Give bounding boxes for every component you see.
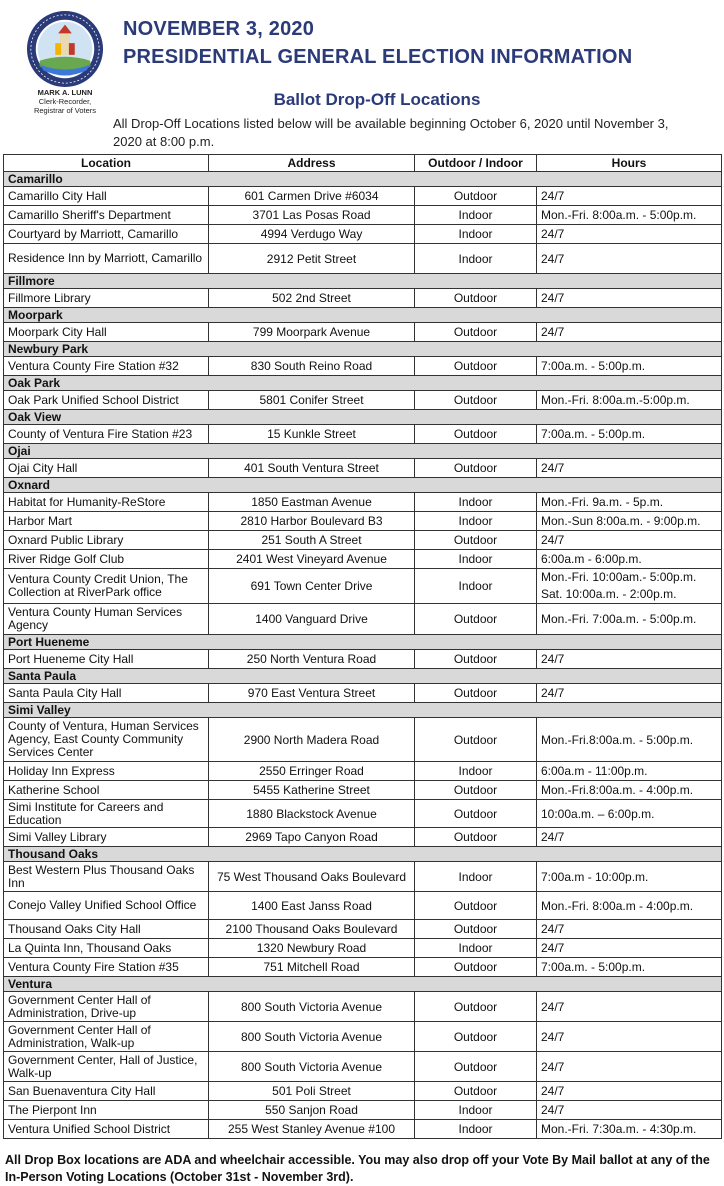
table-row (4, 718, 722, 762)
location-cell: Fillmore Library (4, 289, 209, 308)
type-cell: Indoor (415, 244, 537, 274)
table-row (4, 939, 722, 958)
location-cell: Moorpark City Hall (4, 323, 209, 342)
location-cell: Katherine School (4, 781, 209, 800)
type-cell: Outdoor (415, 781, 537, 800)
hours-cell: 24/7 (537, 1022, 722, 1052)
type-cell: Indoor (415, 206, 537, 225)
location-cell: Habitat for Humanity-ReStore (4, 493, 209, 512)
address-cell: 691 Town Center Drive (209, 569, 415, 604)
address-cell: 1400 Vanguard Drive (209, 604, 415, 635)
address-cell: 255 West Stanley Avenue #100 (209, 1120, 415, 1139)
address-cell: 751 Mitchell Road (209, 958, 415, 977)
hours-cell: 24/7 (537, 225, 722, 244)
page-title-date: NOVEMBER 3, 2020 (123, 18, 315, 40)
table-row (4, 920, 722, 939)
location-cell: Ventura County Fire Station #32 (4, 357, 209, 376)
location-cell: Camarillo Sheriff's Department (4, 206, 209, 225)
address-cell: 5455 Katherine Street (209, 781, 415, 800)
region-name: Ventura (4, 977, 722, 992)
table-row (4, 225, 722, 244)
address-cell: 550 Sanjon Road (209, 1101, 415, 1120)
type-cell: Outdoor (415, 187, 537, 206)
address-cell: 4994 Verdugo Way (209, 225, 415, 244)
address-cell: 2401 West Vineyard Avenue (209, 550, 415, 569)
address-cell: 1880 Blackstock Avenue (209, 800, 415, 828)
table-row (4, 391, 722, 410)
hours-cell: Mon.-Sun 8:00a.m. - 9:00p.m. (537, 512, 722, 531)
column-header-type: Outdoor / Indoor (415, 155, 537, 172)
type-cell: Outdoor (415, 828, 537, 847)
type-cell: Indoor (415, 1101, 537, 1120)
region-row (4, 977, 722, 992)
region-row (4, 342, 722, 357)
hours-cell: 6:00a.m - 11:00p.m. (537, 762, 722, 781)
type-cell: Outdoor (415, 1022, 537, 1052)
hours-cell: 24/7 (537, 992, 722, 1022)
hours-cell: 7:00a.m. - 5:00p.m. (537, 425, 722, 444)
address-cell: 5801 Conifer Street (209, 391, 415, 410)
hours-cell: 24/7 (537, 323, 722, 342)
location-cell: Holiday Inn Express (4, 762, 209, 781)
type-cell: Outdoor (415, 391, 537, 410)
type-cell: Outdoor (415, 1082, 537, 1101)
address-cell: 2912 Petit Street (209, 244, 415, 274)
hours-cell: 24/7 (537, 1101, 722, 1120)
footer-note: All Drop Box locations are ADA and wheelchair accessible. You may also drop off your Vote By Mail ballot at any of the In-Person Voting Locations (October 31st - November 3rd). (5, 1153, 710, 1184)
region-row (4, 635, 722, 650)
hours-cell: 24/7 (537, 1082, 722, 1101)
table-row (4, 1120, 722, 1139)
location-cell: Port Hueneme City Hall (4, 650, 209, 669)
address-cell: 2969 Tapo Canyon Road (209, 828, 415, 847)
region-row (4, 376, 722, 391)
table-row (4, 206, 722, 225)
hours-cell: 24/7 (537, 1052, 722, 1082)
table-row (4, 1082, 722, 1101)
location-cell: Ventura County Fire Station #35 (4, 958, 209, 977)
address-cell: 15 Kunkle Street (209, 425, 415, 444)
table-header-row (4, 155, 722, 172)
region-name: Newbury Park (4, 342, 722, 357)
hours-cell: 7:00a.m. - 5:00p.m. (537, 357, 722, 376)
official-name: MARK A. LUNN (37, 88, 93, 97)
hours-cell: 24/7 (537, 684, 722, 703)
hours-cell: Mon.-Fri. 8:00a.m.-5:00p.m. (537, 391, 722, 410)
table-row (4, 684, 722, 703)
location-cell: La Quinta Inn, Thousand Oaks (4, 939, 209, 958)
location-cell: River Ridge Golf Club (4, 550, 209, 569)
table-row (4, 187, 722, 206)
page-header (0, 0, 724, 154)
hours-cell: 24/7 (537, 939, 722, 958)
region-name: Moorpark (4, 308, 722, 323)
hours-cell: Mon.-Fri. 9a.m. - 5p.m. (537, 493, 722, 512)
table-row (4, 244, 722, 274)
type-cell: Indoor (415, 1120, 537, 1139)
hours-cell: Mon.-Fri.8:00a.m. - 4:00p.m. (537, 781, 722, 800)
location-cell: Best Western Plus Thousand Oaks Inn (4, 862, 209, 892)
address-cell: 1400 East Janss Road (209, 892, 415, 920)
hours-cell: 24/7 (537, 459, 722, 478)
table-row (4, 992, 722, 1022)
region-row (4, 410, 722, 425)
region-name: Oak Park (4, 376, 722, 391)
address-cell: 1850 Eastman Avenue (209, 493, 415, 512)
type-cell: Outdoor (415, 323, 537, 342)
type-cell: Outdoor (415, 425, 537, 444)
region-row (4, 669, 722, 684)
type-cell: Indoor (415, 862, 537, 892)
hours-cell: 24/7 (537, 650, 722, 669)
table-row (4, 892, 722, 920)
region-row (4, 703, 722, 718)
location-cell: Oak Park Unified School District (4, 391, 209, 410)
type-cell: Indoor (415, 939, 537, 958)
address-cell: 2810 Harbor Boulevard B3 (209, 512, 415, 531)
county-seal-icon (26, 10, 104, 88)
column-header-address: Address (209, 155, 415, 172)
column-header-hours: Hours (537, 155, 722, 172)
type-cell: Outdoor (415, 531, 537, 550)
table-row (4, 493, 722, 512)
table-row (4, 604, 722, 635)
table-row (4, 828, 722, 847)
table-body (4, 172, 722, 1139)
type-cell: Outdoor (415, 357, 537, 376)
type-cell: Indoor (415, 512, 537, 531)
table-row (4, 531, 722, 550)
table-row (4, 512, 722, 531)
table-row (4, 762, 722, 781)
location-cell: Oxnard Public Library (4, 531, 209, 550)
address-cell: 75 West Thousand Oaks Boulevard (209, 862, 415, 892)
table-row (4, 650, 722, 669)
type-cell: Indoor (415, 225, 537, 244)
type-cell: Indoor (415, 762, 537, 781)
type-cell: Outdoor (415, 992, 537, 1022)
location-cell: San Buenaventura City Hall (4, 1082, 209, 1101)
type-cell: Outdoor (415, 800, 537, 828)
address-cell: 401 South Ventura Street (209, 459, 415, 478)
address-cell: 1320 Newbury Road (209, 939, 415, 958)
hours-cell: 24/7 (537, 244, 722, 274)
table-row (4, 323, 722, 342)
type-cell: Indoor (415, 569, 537, 604)
hours-cell: Mon.-Fri. 7:00a.m. - 5:00p.m. (537, 604, 722, 635)
table-row (4, 550, 722, 569)
table-row (4, 459, 722, 478)
hours-cell: 6:00a.m - 6:00p.m. (537, 550, 722, 569)
table-row (4, 357, 722, 376)
address-cell: 800 South Victoria Avenue (209, 992, 415, 1022)
region-row (4, 172, 722, 187)
region-row (4, 478, 722, 493)
address-cell: 502 2nd Street (209, 289, 415, 308)
hours-cell: Mon.-Fri. 7:30a.m. - 4:30p.m. (537, 1120, 722, 1139)
location-cell: Ventura County Human Services Agency (4, 604, 209, 635)
type-cell: Outdoor (415, 650, 537, 669)
address-cell: 501 Poli Street (209, 1082, 415, 1101)
location-cell: Government Center, Hall of Justice, Walk-up (4, 1052, 209, 1082)
hours-line: Sat. 10:00a.m. - 2:00p.m. (541, 587, 677, 601)
hours-cell: Mon.-Fri. 8:00a.m - 4:00p.m. (537, 892, 722, 920)
type-cell: Outdoor (415, 718, 537, 762)
location-cell: Simi Institute for Careers and Education (4, 800, 209, 828)
region-name: Santa Paula (4, 669, 722, 684)
location-cell: Residence Inn by Marriott, Camarillo (4, 244, 209, 274)
table-row (4, 862, 722, 892)
region-row (4, 274, 722, 289)
region-name: Oak View (4, 410, 722, 425)
address-cell: 2900 North Madera Road (209, 718, 415, 762)
address-cell: 250 North Ventura Road (209, 650, 415, 669)
hours-cell: 24/7 (537, 920, 722, 939)
table-row (4, 1052, 722, 1082)
region-row (4, 308, 722, 323)
hours-cell: 24/7 (537, 289, 722, 308)
hours-cell: Mon.-Fri.8:00a.m. - 5:00p.m. (537, 718, 722, 762)
location-cell: Simi Valley Library (4, 828, 209, 847)
address-cell: 970 East Ventura Street (209, 684, 415, 703)
region-name: Thousand Oaks (4, 847, 722, 862)
location-cell: Santa Paula City Hall (4, 684, 209, 703)
hours-cell: 24/7 (537, 828, 722, 847)
address-cell: 800 South Victoria Avenue (209, 1052, 415, 1082)
table-row (4, 569, 722, 604)
hours-cell: 7:00a.m - 10:00p.m. (537, 862, 722, 892)
address-cell: 800 South Victoria Avenue (209, 1022, 415, 1052)
region-name: Ojai (4, 444, 722, 459)
location-cell: Courtyard by Marriott, Camarillo (4, 225, 209, 244)
address-cell: 799 Moorpark Avenue (209, 323, 415, 342)
location-cell: County of Ventura Fire Station #23 (4, 425, 209, 444)
type-cell: Outdoor (415, 459, 537, 478)
official-title-2: Registrar of Voters (33, 106, 97, 115)
region-name: Oxnard (4, 478, 722, 493)
hours-cell: 24/7 (537, 531, 722, 550)
type-cell: Indoor (415, 493, 537, 512)
type-cell: Outdoor (415, 892, 537, 920)
address-cell: 3701 Las Posas Road (209, 206, 415, 225)
address-cell: 830 South Reino Road (209, 357, 415, 376)
table-row (4, 800, 722, 828)
region-name: Port Hueneme (4, 635, 722, 650)
region-row (4, 444, 722, 459)
location-cell: Government Center Hall of Administration, Drive-up (4, 992, 209, 1022)
hours-cell: 24/7 (537, 187, 722, 206)
location-cell: Camarillo City Hall (4, 187, 209, 206)
table-row (4, 958, 722, 977)
location-cell: Conejo Valley Unified School Office (4, 892, 209, 920)
type-cell: Outdoor (415, 958, 537, 977)
location-cell: Ventura Unified School District (4, 1120, 209, 1139)
availability-notice: All Drop-Off Locations listed below will be available beginning October 6, 2020 until November 3, 2020 at 8:00 p.m. (113, 116, 669, 149)
table-row (4, 425, 722, 444)
location-cell: Harbor Mart (4, 512, 209, 531)
region-name: Fillmore (4, 274, 722, 289)
table-row (4, 781, 722, 800)
address-cell: 601 Carmen Drive #6034 (209, 187, 415, 206)
table-row (4, 1022, 722, 1052)
location-cell: The Pierpont Inn (4, 1101, 209, 1120)
hours-line: Mon.-Fri. 10:00am.- 5:00p.m. (541, 570, 697, 584)
location-cell: Thousand Oaks City Hall (4, 920, 209, 939)
region-name: Simi Valley (4, 703, 722, 718)
address-cell: 251 South A Street (209, 531, 415, 550)
location-cell: Ojai City Hall (4, 459, 209, 478)
hours-cell: 10:00a.m. – 6:00p.m. (537, 800, 722, 828)
page-title-election: PRESIDENTIAL GENERAL ELECTION INFORMATION (123, 46, 633, 68)
type-cell: Indoor (415, 550, 537, 569)
hours-cell: Mon.-Fri. 8:00a.m. - 5:00p.m. (537, 206, 722, 225)
official-title-1: Clerk-Recorder, (38, 97, 92, 106)
section-subtitle: Ballot Drop-Off Locations (273, 90, 481, 109)
hours-cell (537, 569, 722, 604)
drop-off-locations-table (3, 154, 722, 1139)
region-name: Camarillo (4, 172, 722, 187)
type-cell: Outdoor (415, 1052, 537, 1082)
region-row (4, 847, 722, 862)
table-row (4, 289, 722, 308)
type-cell: Outdoor (415, 920, 537, 939)
location-cell: County of Ventura, Human Services Agency, East County Community Services Center (4, 718, 209, 762)
table-row (4, 1101, 722, 1120)
column-header-location: Location (4, 155, 209, 172)
location-cell: Government Center Hall of Administration, Walk-up (4, 1022, 209, 1052)
type-cell: Outdoor (415, 684, 537, 703)
hours-cell: 7:00a.m. - 5:00p.m. (537, 958, 722, 977)
type-cell: Outdoor (415, 289, 537, 308)
type-cell: Outdoor (415, 604, 537, 635)
address-cell: 2550 Erringer Road (209, 762, 415, 781)
address-cell: 2100 Thousand Oaks Boulevard (209, 920, 415, 939)
location-cell: Ventura County Credit Union, The Collection at RiverPark office (4, 569, 209, 604)
